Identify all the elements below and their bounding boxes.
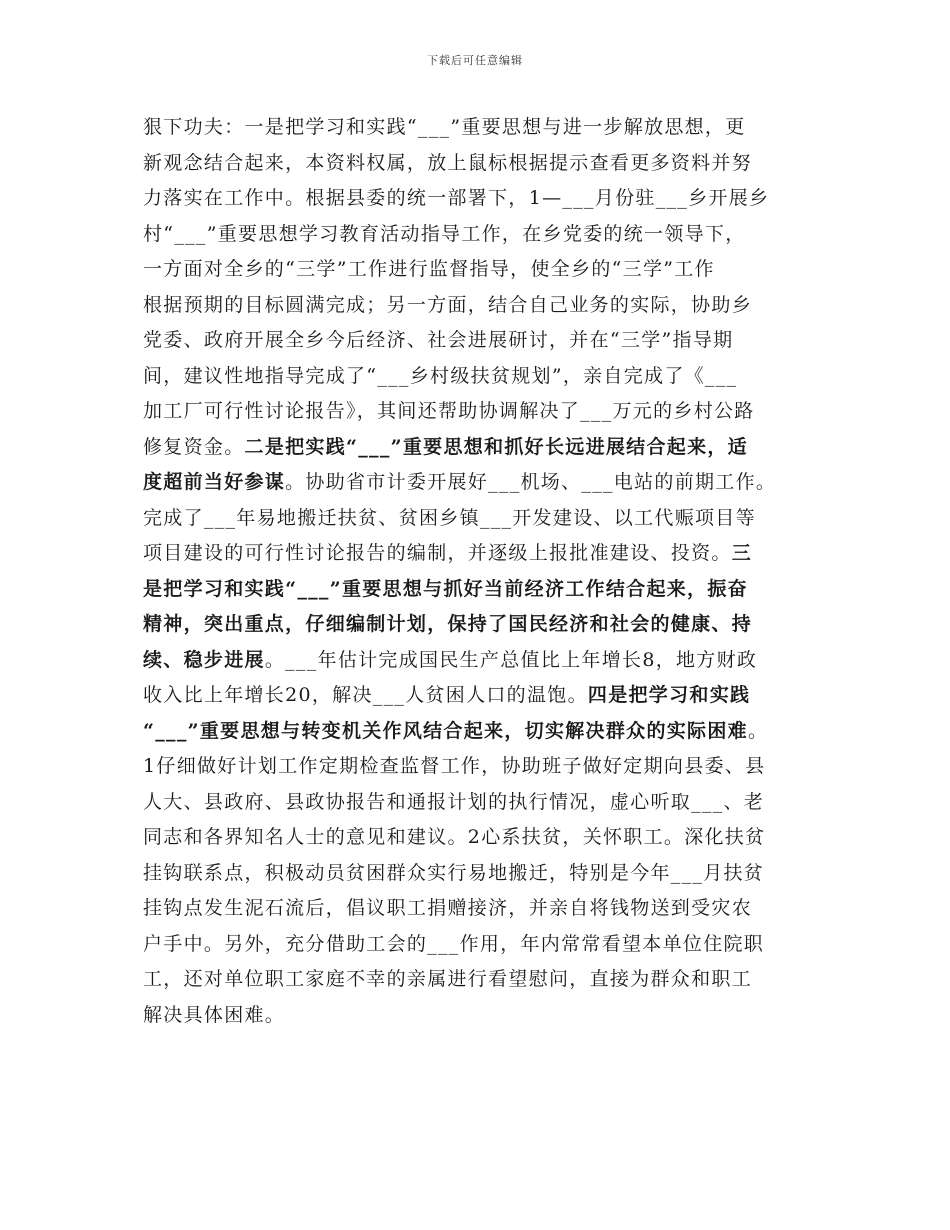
document-body [143, 110, 815, 1033]
text-line [143, 146, 815, 182]
text-segment: 新观念结合起来，本资料权属，放上鼠标根据提示查看更多资料并努 [143, 151, 753, 174]
text-line [143, 359, 815, 395]
text-segment: 1仔细做好计划工作定期检查监督工作，协助班子做好定期向县委、县 [143, 755, 766, 777]
bold-text-segment: 度超前当好参谋 [143, 471, 286, 493]
text-segment: 狠下功夫：一是把学习和实践“___”重要思想与进一步解放思想，更 [143, 116, 746, 138]
text-segment: 完成了___年易地搬迁扶贫、贫困乡镇___开发建设、以工代赈项目等 [143, 506, 756, 529]
text-line [143, 643, 815, 679]
text-segment: 项目建设的可行性讨论报告的编制，并逐级上报批准建设、投资。 [143, 542, 732, 564]
text-segment: 同志和各界知名人士的意见和建议。2心系扶贫，关怀职工。深化扶贫 [143, 826, 766, 848]
text-segment: 一方面对全乡的“三学”工作进行监督指导，使全乡的“三学”工作 [143, 258, 715, 280]
text-line [143, 856, 815, 892]
text-line [143, 430, 815, 466]
text-segment: 党委、政府开展全乡今后经济、社会进展研讨，并在“三学”指导期 [143, 329, 734, 351]
bold-text-segment: 是把学习和实践“___”重要思想与抓好当前经济工作结合起来，振奋 [143, 577, 748, 600]
text-segment: 挂钩联系点，积极动员贫困群众实行易地搬迁，特别是今年___月扶贫 [143, 861, 765, 884]
text-line [143, 252, 815, 288]
text-line [143, 181, 815, 217]
text-line [143, 998, 815, 1034]
text-segment: 修复资金。 [143, 435, 245, 458]
text-segment: 村“___”重要思想学习教育活动指导工作，在乡党委的统一领导下， [143, 222, 746, 245]
text-segment: 。协助省市计委开展好___机场、___电站的前期工作。 [285, 471, 777, 493]
text-line [143, 891, 815, 927]
text-segment: 解决具体困难。 [143, 1003, 286, 1026]
text-segment: 间，建议性地指导完成了“___乡村级扶贫规划”，亲自完成了《___ [143, 364, 738, 387]
text-segment: 。 [747, 719, 769, 742]
text-line [143, 927, 815, 963]
text-segment: 。___年估计完成国民生产总值比上年增长8，地方财政 [264, 648, 758, 671]
text-line [143, 217, 815, 253]
text-segment: 人大、县政府、县政协报告和通报计划的执行情况，虚心听取___、老 [143, 790, 765, 813]
bold-text-segment: 精神，突出重点，仔细编制计划，保持了国民经济和社会的健康、持 [143, 613, 753, 635]
text-line [143, 607, 815, 643]
text-line [143, 785, 815, 821]
text-segment: 工，还对单位职工家庭不幸的亲属进行看望慰问，直接为群众和职工 [143, 968, 753, 990]
text-line [143, 714, 815, 750]
text-line [143, 288, 815, 324]
text-line [143, 678, 815, 714]
text-line [143, 536, 815, 572]
text-line [143, 572, 815, 608]
text-segment: 户手中。另外，充分借助工会的___作用，年内常常看望本单位住院职 [143, 932, 765, 955]
text-line [143, 110, 815, 146]
text-line [143, 962, 815, 998]
bold-text-segment: 二是把实践“___”重要思想和抓好长远进展结合起来，适 [244, 435, 748, 458]
text-line [143, 820, 815, 856]
text-line [143, 394, 815, 430]
text-line [143, 323, 815, 359]
bold-text-segment: 续、稳步进展 [143, 648, 265, 671]
bold-text-segment: 三 [731, 542, 753, 564]
bold-text-segment: “___”重要思想与转变机关作风结合起来，切实解决群众的实际困难 [143, 719, 748, 742]
text-segment: 根据预期的目标圆满完成；另一方面，结合自己业务的实际，协助乡 [143, 293, 753, 316]
text-segment: 加工厂可行性讨论报告》，其间还帮助协调解决了___万元的乡村公路 [143, 400, 755, 422]
text-segment: 力落实在工作中。根据县委的统一部署下，1—___月份驻___乡开展乡 [143, 187, 770, 209]
text-line [143, 749, 815, 785]
bold-text-segment: 四是把学习和实践 [587, 684, 751, 706]
text-line [143, 501, 815, 537]
text-segment: 挂钩点发生泥石流后，倡议职工捐赠接济，并亲自将钱物送到受灾农 [143, 897, 753, 919]
text-line [143, 465, 815, 501]
text-segment: 收入比上年增长20，解决___人贫困人口的温饱。 [143, 684, 588, 706]
page-header: 下载后可任意编辑 [427, 54, 523, 67]
